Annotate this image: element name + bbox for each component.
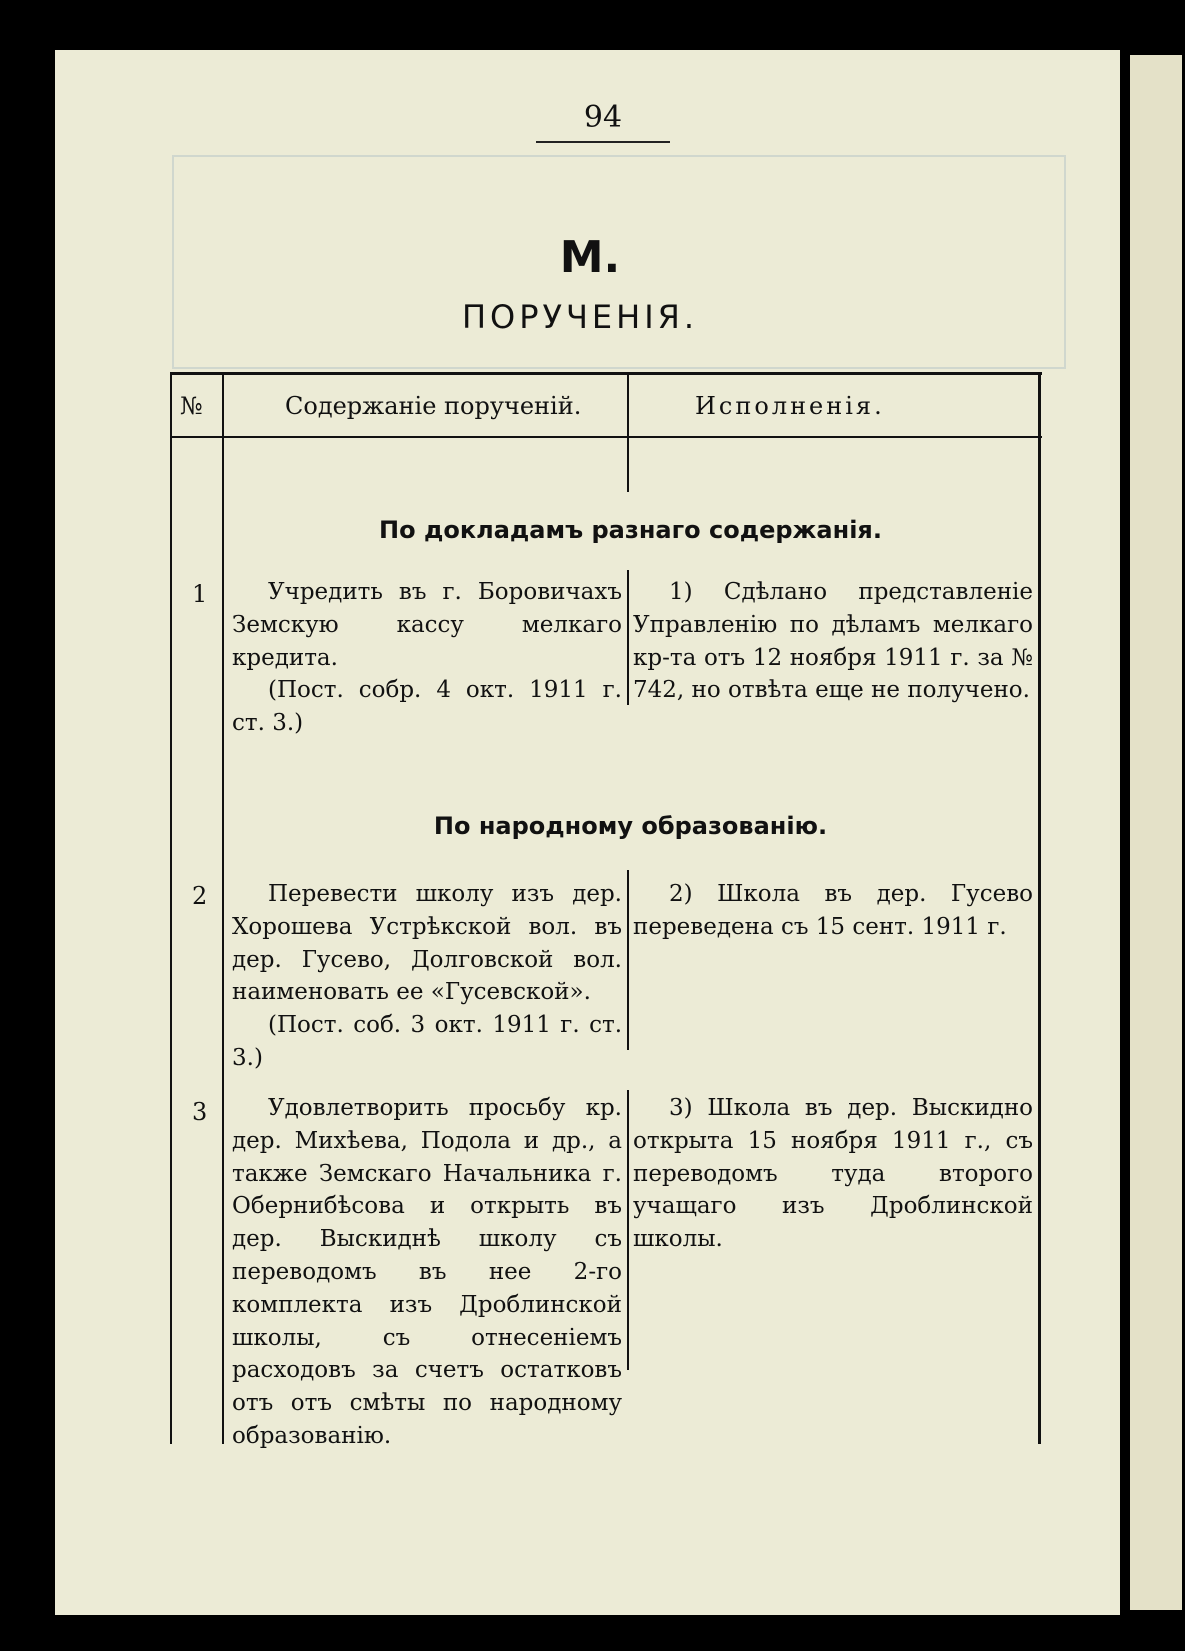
header-execution: Исполненія.: [695, 392, 885, 420]
section-heading-misc: По докладамъ разнаго содержанія.: [379, 516, 882, 544]
header-number: №: [180, 392, 203, 420]
row-source: (Пост. соб. 3 окт. 1911 г. ст. 3.): [232, 1012, 622, 1071]
column-divider-row1: [627, 570, 629, 705]
column-divider-row2: [627, 870, 629, 1050]
row-number: 1: [192, 580, 208, 608]
table-header-rule: [170, 436, 1042, 438]
row-content: [232, 1092, 622, 1453]
row-execution-text: 3) Школа въ дер. Выскидно открыта 15 ноября 1911 г., съ переводомъ туда второго учащаго изъ Дроблинской школы.: [633, 1095, 1033, 1253]
row-content-text: Перевести школу изъ дер. Хорошева Устрѣкской вол. въ дер. Гусево, Долговской вол. наименовать ее «Гусевской».: [232, 881, 622, 1006]
header-content: Содержаніе порученій.: [285, 392, 582, 420]
row-execution: [633, 1092, 1033, 1256]
section-title: ПОРУЧЕНІЯ.: [461, 298, 699, 336]
row-content-text: Учредить въ г. Боровичахъ Земскую кассу мелкаго кредита.: [232, 579, 622, 671]
row-execution-text: 2) Школа въ дер. Гусево переведена съ 15 сент. 1911 г.: [633, 881, 1033, 940]
column-divider-number: [222, 374, 224, 1444]
table-right-border: [1038, 374, 1041, 1444]
row-execution: [633, 878, 1033, 944]
row-content: [232, 878, 622, 1075]
table-top-rule: [170, 372, 1042, 375]
column-divider-row3: [627, 1090, 629, 1370]
row-number: 3: [192, 1098, 208, 1126]
section-heading-education: По народному образованію.: [433, 812, 828, 840]
row-content-text: Удовлетворить просьбу кр. дер. Михѣева, Подола и др., а также Земскаго Начальника г. Обернибѣсова и открыть въ дер. Выскиднѣ школу съ переводомъ въ нее 2-го комплекта изъ Дроблинской школы, съ отнесеніемъ расходовъ за счетъ остатковъ отъ отъ смѣты по народному образованію.: [232, 1095, 622, 1449]
section-letter: М.: [559, 232, 621, 283]
row-execution: [633, 576, 1033, 707]
adjacent-page-edge: [1130, 55, 1182, 1610]
table-left-border: [170, 372, 172, 1444]
row-source: (Пост. собр. 4 окт. 1911 г. ст. 3.): [232, 677, 622, 737]
column-divider-content-head: [627, 374, 629, 492]
row-number: 2: [192, 882, 208, 910]
row-execution-text: 1) Сдѣлано представленіе Управленію по дѣламъ мелкаго кр-та отъ 12 ноября 1911 г. за № 742, но отвѣта еще не получено.: [633, 579, 1033, 704]
row-content: [232, 576, 622, 740]
page-number-rule: [536, 141, 670, 143]
page-number: 94: [583, 100, 623, 135]
